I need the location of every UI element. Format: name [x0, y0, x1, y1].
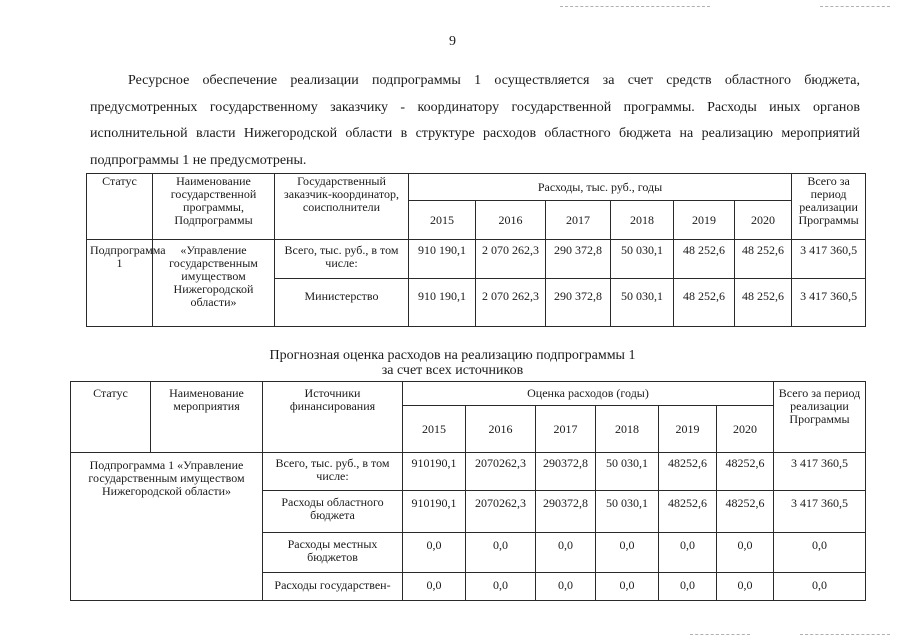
value-cell: 290 372,8: [546, 279, 611, 327]
header-expenses: Расходы, тыс. руб., годы: [409, 174, 792, 201]
value-cell: 0,0: [596, 573, 659, 601]
subprogram-name-cell: Подпрограмма 1 «Управление государственным имуществом Нижегородской области»: [71, 453, 263, 601]
source-label: Расходы областного бюджета: [263, 491, 403, 533]
forecast-expenses-table: [70, 381, 866, 601]
value-cell: 48252,6: [717, 491, 774, 533]
value-cell: 0,0: [403, 533, 466, 573]
scan-artifact-line: [560, 6, 710, 7]
source-label: Расходы государствен-: [263, 573, 403, 601]
total-cell: 3 417 360,5: [792, 240, 866, 279]
value-cell: 0,0: [466, 573, 536, 601]
header-estimate: Оценка расходов (годы): [403, 382, 774, 406]
value-cell: 0,0: [403, 573, 466, 601]
subprogram-funding-table: [86, 173, 866, 327]
value-cell: 2 070 262,3: [476, 240, 546, 279]
value-cell: 0,0: [466, 533, 536, 573]
value-cell: 0,0: [659, 533, 717, 573]
value-cell: 290372,8: [536, 453, 596, 491]
year-header: 2020: [717, 406, 774, 453]
page-number: 9: [449, 34, 456, 49]
year-header: 2019: [674, 201, 735, 240]
total-cell: 3 417 360,5: [774, 453, 866, 491]
value-cell: 910 190,1: [409, 279, 476, 327]
forecast-table-title: [0, 348, 905, 378]
value-cell: 0,0: [536, 533, 596, 573]
total-cell: 0,0: [774, 573, 866, 601]
value-cell: 910190,1: [403, 453, 466, 491]
year-header: 2016: [466, 406, 536, 453]
year-header: 2017: [536, 406, 596, 453]
value-cell: 0,0: [659, 573, 717, 601]
value-cell: 0,0: [596, 533, 659, 573]
year-header: 2018: [596, 406, 659, 453]
year-header: 2018: [611, 201, 674, 240]
year-header: 2017: [546, 201, 611, 240]
value-cell: 50 030,1: [611, 240, 674, 279]
value-cell: 0,0: [536, 573, 596, 601]
value-cell: 910 190,1: [409, 240, 476, 279]
intro-paragraph: [90, 68, 860, 174]
intro-text: Ресурсное обеспечение реализации подпрограммы 1 осуществляется за счет средств областного бюджета, предусмотренных государственному заказчику - координатору государственной программы. Расходы иных органов исполнительной власти Нижегородской области в структуре расходов областного бюджета на реализацию мероприятий подпрограммы 1 не предусмотрены.: [90, 73, 860, 168]
value-cell: 48252,6: [659, 491, 717, 533]
header-total: Всего за период реализации Программы: [774, 382, 866, 453]
value-cell: 50 030,1: [596, 491, 659, 533]
value-cell: 48 252,6: [674, 279, 735, 327]
value-cell: 50 030,1: [611, 279, 674, 327]
source-label: Всего, тыс. руб., в том числе:: [263, 453, 403, 491]
year-header: 2016: [476, 201, 546, 240]
year-header: 2019: [659, 406, 717, 453]
header-status: Статус: [87, 174, 153, 240]
value-cell: 910190,1: [403, 491, 466, 533]
total-cell: 0,0: [774, 533, 866, 573]
value-cell: 48252,6: [717, 453, 774, 491]
header-total: Всего за период реализации Программы: [792, 174, 866, 240]
value-cell: 2070262,3: [466, 453, 536, 491]
row-label: Министерство: [275, 279, 409, 327]
total-cell: 3 417 360,5: [792, 279, 866, 327]
header-program-name: Наименование государственной программы, Подпрограммы: [153, 174, 275, 240]
scan-artifact-line: [820, 6, 890, 7]
forecast-title-line2: за счет всех источников: [381, 363, 524, 378]
value-cell: 48 252,6: [735, 279, 792, 327]
value-cell: 48 252,6: [735, 240, 792, 279]
header-activity-name: Наименование мероприятия: [151, 382, 263, 453]
value-cell: 50 030,1: [596, 453, 659, 491]
header-sources: Источники финансирования: [263, 382, 403, 453]
value-cell: 2 070 262,3: [476, 279, 546, 327]
value-cell: 0,0: [717, 533, 774, 573]
value-cell: 2070262,3: [466, 491, 536, 533]
forecast-title-line1: Прогнозная оценка расходов на реализацию подпрограммы 1: [269, 348, 636, 363]
value-cell: 48252,6: [659, 453, 717, 491]
row-program-name: «Управление государственным имуществом Нижегородской области»: [153, 240, 275, 327]
value-cell: 290372,8: [536, 491, 596, 533]
scan-artifact-line: [690, 634, 750, 635]
source-label: Расходы местных бюджетов: [263, 533, 403, 573]
header-customer: Государственный заказчик-координатор, соисполнители: [275, 174, 409, 240]
header-status: Статус: [71, 382, 151, 453]
year-header: 2015: [409, 201, 476, 240]
total-cell: 3 417 360,5: [774, 491, 866, 533]
value-cell: 0,0: [717, 573, 774, 601]
value-cell: 48 252,6: [674, 240, 735, 279]
scan-artifact-line: [800, 634, 890, 635]
year-header: 2020: [735, 201, 792, 240]
value-cell: 290 372,8: [546, 240, 611, 279]
row-status: Подпрограмма 1: [87, 240, 153, 327]
year-header: 2015: [403, 406, 466, 453]
row-label: Всего, тыс. руб., в том числе:: [275, 240, 409, 279]
